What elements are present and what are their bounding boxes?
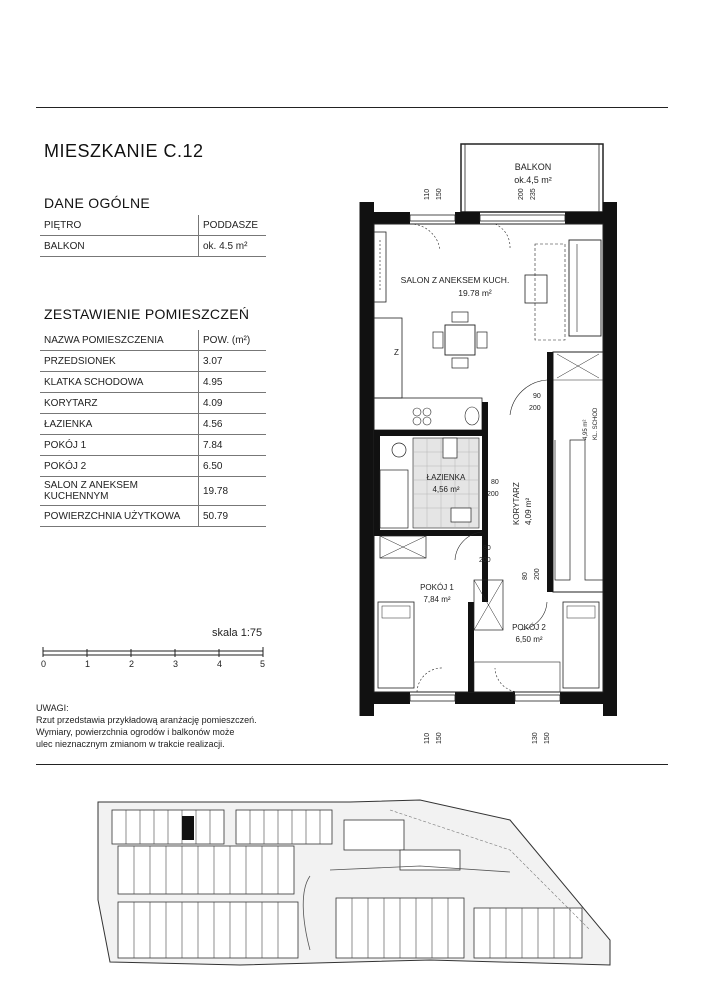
door-bath-w: 80 [491, 479, 499, 486]
door-room2-h: 200 [534, 568, 541, 580]
stairs-label: KL. SCHOD [593, 407, 599, 440]
wall-top-right [565, 212, 617, 224]
scale-tick: 1 [85, 659, 91, 669]
room1-name: POKÓJ 1 [420, 583, 454, 592]
table-row [40, 477, 266, 506]
wall-bottom-left [360, 692, 410, 704]
room-area: 4.09 [199, 393, 267, 414]
bathroom-area: 4,56 m² [432, 485, 460, 494]
salon-name: SALON Z ANEKSEM KUCH. [400, 275, 510, 285]
room-name: KLATKA SCHODOWA [40, 372, 199, 393]
notes-line: Rzut przedstawia przykładową aranżację pomieszczeń. [36, 715, 257, 725]
bathroom-name: ŁAZIENKA [426, 473, 466, 482]
wall-top-mid [455, 212, 480, 224]
dim-bottom-right-a: 130 [532, 732, 539, 744]
door-bath-h: 200 [487, 491, 499, 498]
room-name: PRZEDSIONEK [40, 351, 199, 372]
room2-area: 6,50 m² [515, 635, 543, 644]
table-row [40, 435, 266, 456]
general-value: PODDASZE [199, 215, 267, 236]
stairs-area: 4,95 m² [583, 419, 589, 440]
scale-label: skala 1:75 [212, 627, 263, 639]
wall-bottom-right [560, 692, 617, 704]
table-row [40, 506, 266, 527]
corridor-name: KORYTARZ [512, 482, 521, 525]
table-row [40, 351, 266, 372]
door-room2-w: 80 [522, 572, 529, 580]
room2-name: POKÓJ 2 [512, 623, 546, 632]
top-rule [36, 107, 668, 108]
wall-left [360, 202, 374, 716]
appliance-mark: Z [394, 348, 399, 357]
notes-line: ulec nieznacznym zmianom w trakcie realizacji. [36, 739, 225, 749]
column-header-name: NAZWA POMIESZCZENIA [40, 330, 199, 351]
room-area: 6.50 [199, 456, 267, 477]
table-row [40, 456, 266, 477]
dim-top-right-a: 200 [518, 188, 525, 200]
scale-tick: 5 [260, 659, 266, 669]
scale-tick: 2 [129, 659, 135, 669]
middle-rule [36, 764, 668, 765]
stairs [553, 352, 603, 592]
corridor-area: 4,09 m² [524, 497, 533, 525]
room-area: 3.07 [199, 351, 267, 372]
room-area: 50.79 [199, 506, 267, 527]
column-header-area: POW. (m²) [199, 330, 267, 351]
wall-bottom-mid [455, 692, 515, 704]
room1-area: 7,84 m² [423, 595, 451, 604]
wall-top-left [360, 212, 410, 224]
general-label: PIĘTRO [40, 215, 199, 236]
dim-top-right-b: 235 [530, 188, 537, 200]
dim-top-left-a: 110 [424, 188, 431, 200]
scale-tick: 3 [173, 659, 179, 669]
room-area: 7.84 [199, 435, 267, 456]
floor-plan [355, 140, 617, 752]
door-room1-h: 200 [479, 557, 491, 564]
door-room1-w: 80 [483, 545, 491, 552]
salon-area: 19.78 m² [458, 288, 492, 298]
general-label: BALKON [40, 236, 199, 257]
table-header-row [40, 330, 266, 351]
dim-bottom-left-b: 150 [436, 732, 443, 744]
room-name: POWIERZCHNIA UŻYTKOWA [40, 506, 199, 527]
room-name: ŁAZIENKA [40, 414, 199, 435]
general-heading: DANE OGÓLNE [44, 195, 150, 211]
general-value: ok. 4.5 m² [199, 236, 267, 257]
page-title: MIESZKANIE C.12 [44, 141, 204, 161]
highlighted-unit [182, 816, 194, 840]
rooms-table [40, 330, 266, 527]
bed-room1 [378, 602, 414, 688]
room-area: 4.56 [199, 414, 267, 435]
balcony-name: BALKON [514, 162, 552, 172]
room-name: POKÓJ 2 [40, 456, 199, 477]
notes [36, 702, 257, 750]
scale-tick: 4 [217, 659, 223, 669]
notes-heading: UWAGI: [36, 703, 69, 713]
sofa [569, 240, 601, 336]
room-area: 4.95 [199, 372, 267, 393]
kitchen-counter [374, 232, 386, 302]
door-stairs-w: 90 [533, 393, 541, 400]
room-name: POKÓJ 1 [40, 435, 199, 456]
dim-bottom-right-b: 150 [544, 732, 551, 744]
table-row [40, 393, 266, 414]
table-row [40, 372, 266, 393]
scale-tick: 0 [41, 659, 47, 669]
site-plan [90, 780, 620, 980]
balcony-area: ok.4,5 m² [514, 175, 552, 185]
notes-line: Wymiary, powierzchnia ogrodów i balkonów może [36, 727, 235, 737]
room-name: SALON Z ANEKSEM KUCHENNYM [40, 477, 199, 506]
door-stairs-h: 200 [529, 405, 541, 412]
dining-table [445, 325, 475, 355]
rooms-heading: ZESTAWIENIE POMIESZCZEŃ [44, 306, 250, 322]
table-row [40, 414, 266, 435]
wall-right [603, 202, 617, 716]
scale-bar [40, 645, 270, 659]
room-name: KORYTARZ [40, 393, 199, 414]
dim-top-left-b: 150 [436, 188, 443, 200]
general-table [40, 215, 266, 257]
bed-room2 [563, 602, 599, 688]
room-area: 19.78 [199, 477, 267, 506]
table-row [40, 236, 266, 257]
table-row [40, 215, 266, 236]
dim-bottom-left-a: 110 [424, 732, 431, 744]
